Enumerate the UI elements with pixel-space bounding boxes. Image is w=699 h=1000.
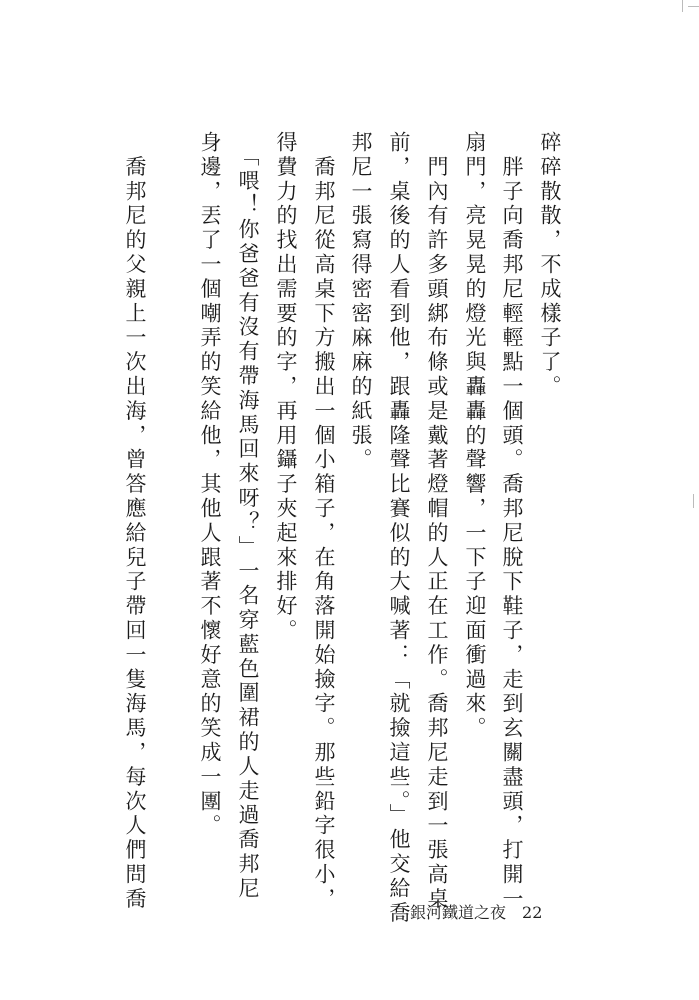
text-column-11: 喬邦尼的父親上一次出海，曾答應給兒子帶回一隻海馬，每次人們問喬 xyxy=(123,131,147,912)
text-column-8: 得費力的找出需要的字，再用鑷子夾起來排好。 xyxy=(274,131,298,644)
text-column-3: 扇門，亮晃晃的燈光與轟轟的聲響，一下子迎面衝過來。 xyxy=(463,131,487,741)
crop-mark-top-right xyxy=(682,0,683,12)
text-column-1: 碎碎散散，不成樣子了。 xyxy=(538,131,562,400)
crop-mark-top-right-h xyxy=(688,6,699,7)
page-number: 22 xyxy=(522,903,543,922)
text-column-2: 胖子向喬邦尼輕輕點一個頭。喬邦尼脫下鞋子，走到玄關盡頭，打開一 xyxy=(500,131,524,912)
text-column-6: 邦尼一張寫得密密麻麻的紙張。 xyxy=(349,131,373,473)
text-column-9: 「喂！你爸爸有沒有帶海馬回來呀？」一名穿藍色圍裙的人走過喬邦尼 xyxy=(236,131,260,902)
text-column-7: 喬邦尼從高桌下方搬出一個小箱子，在角落開始撿字。那些鉛字很小， xyxy=(312,131,336,912)
crop-mark-middle-right xyxy=(693,494,694,508)
text-column-5: 前，桌後的人看到他，跟轟隆聲比賽似的大喊著：「就撿這些。」他交給喬 xyxy=(387,131,411,926)
book-title: 銀河鐵道之夜 xyxy=(410,903,507,922)
text-column-10: 身邊，丟了一個嘲弄的笑給他，其他人跟著不懷好意的笑成一團。 xyxy=(198,131,222,839)
page-footer xyxy=(410,900,542,923)
text-column-4: 門內有許多頭綁布條或是戴著燈帽的人正在工作。喬邦尼走到一張高桌 xyxy=(425,131,449,912)
